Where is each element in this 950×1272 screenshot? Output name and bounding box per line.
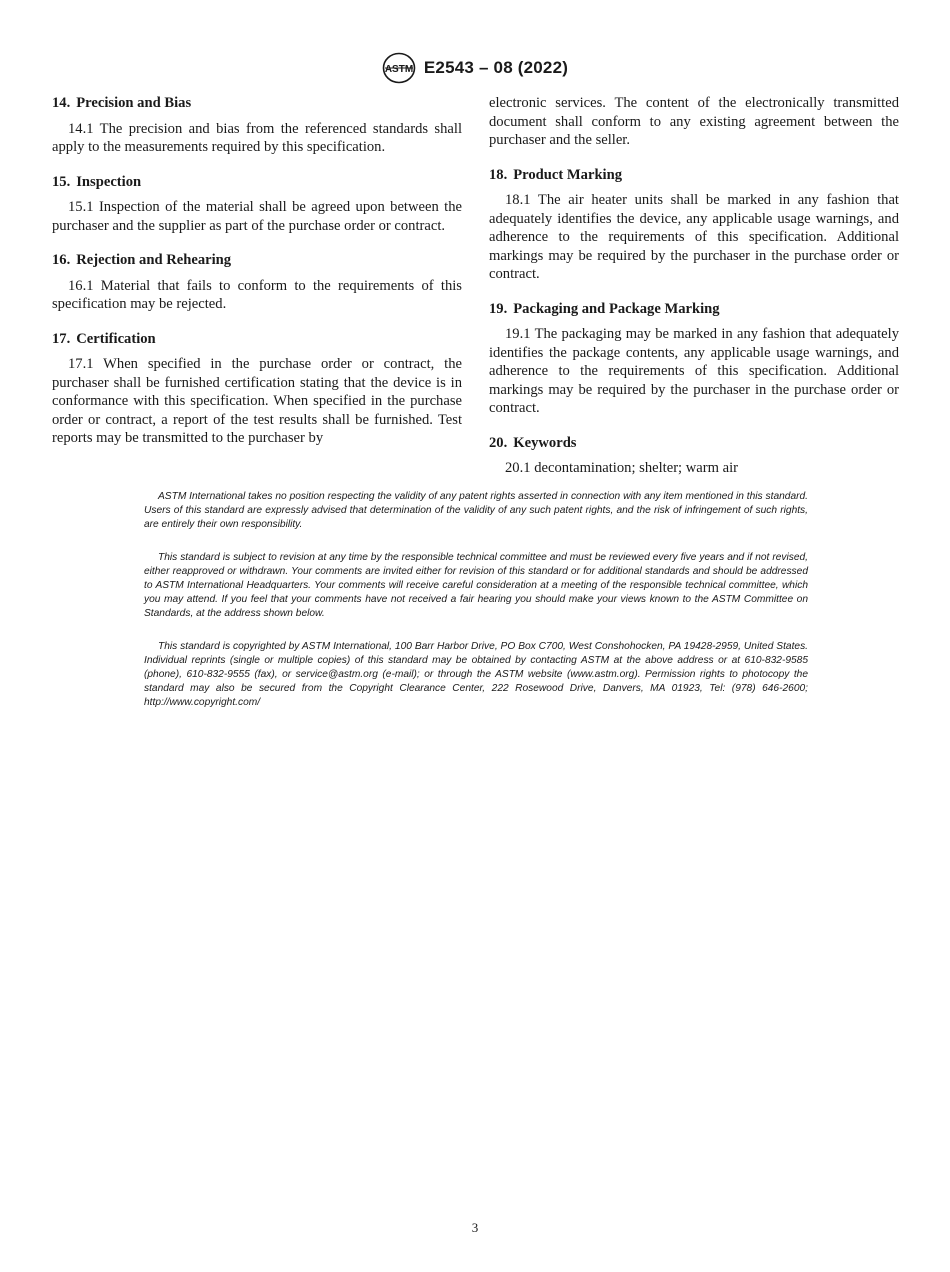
section-paragraph-14-1: 14.1 The precision and bias from the referenced standards shall apply to the measurements required by this specification. <box>52 120 462 155</box>
section-heading-17: 17. Certification <box>52 330 156 347</box>
section-paragraph-19-1: 19.1 The packaging may be marked in any fashion that adequately identifies the package contents, any applicable usage warnings, and adherence to the requirements of this specification. Additional markings may be required by the purchaser in the purchase order or contract. <box>489 326 899 416</box>
section-paragraph-16-1: 16.1 Material that fails to conform to the requirements of this specification may be rejected. <box>52 277 462 312</box>
section-heading-18: 18. Product Marking <box>489 166 623 183</box>
section-heading-14: 14. Precision and Bias <box>52 95 192 111</box>
section-paragraph-15-1: 15.1 Inspection of the material shall be agreed upon between the purchaser and the supplier as part of the purchase order or contract. <box>52 199 462 234</box>
page-header <box>0 52 950 84</box>
standard-designation: E2543 – 08 (2022) <box>423 58 569 77</box>
right-column <box>489 94 899 494</box>
section-heading-20: 20. Keywords <box>489 434 577 451</box>
section-heading-16: 16. Rejection and Rehearing <box>52 252 232 268</box>
section-paragraph-20-1: 20.1 decontamination; shelter; warm air <box>505 460 739 476</box>
copyright-notice: This standard is copyrighted by ASTM International, 100 Barr Harbor Drive, PO Box C700, West Conshohocken, PA 19428-2959, United States. Individual reprints (single or multiple copies) of this standard may be obtained by contacting ASTM at the above address or at 610-832-9585 (phone), 610-832-9555 (fax), or service@astm.org (e-mail); or through the ASTM website (www.astm.org). Permission rights to photocopy the standard may also be secured from the Copyright Clearance Center, 222 Rosewood Drive, Danvers, MA 01923, Tel: (978) 646-2600; http://www.copyright.com/ <box>144 641 808 708</box>
left-column <box>52 94 462 464</box>
astm-logo-icon <box>382 52 416 84</box>
section-heading-19: 19. Packaging and Package Marking <box>489 300 720 317</box>
legal-notices <box>144 490 808 729</box>
patent-notice: ASTM International takes no position respecting the validity of any patent rights asserted in connection with any item mentioned in this standard. Users of this standard are expressly advised that determination of the validity of any such patent rights, and the risk of infringement of such rights, are entirely their own responsibility. <box>144 491 808 530</box>
continued-paragraph-17-1: electronic services. The content of the electronically transmitted document shall conform to any existing agreement between the purchaser and the seller. <box>489 95 899 148</box>
section-heading-15: 15. Inspection <box>52 173 142 190</box>
page-number: 3 <box>471 1220 479 1235</box>
section-paragraph-17-1: 17.1 When specified in the purchase order or contract, the purchaser shall be furnished certification stating that the device is in conformance with this specification. When specified in the purchase order or contract, a report of the test results shall be furnished. Test reports may be transmitted to the purchaser by <box>52 356 462 446</box>
section-paragraph-18-1: 18.1 The air heater units shall be marked in any fashion that adequately identifies the device, any applicable usage warnings, and adherence to the requirements of this specification. Additional markings may be required by the purchaser in the purchase order or contract. <box>489 192 899 282</box>
svg-text:ASTM: ASTM <box>384 64 414 75</box>
revision-notice: This standard is subject to revision at any time by the responsible technical committee and must be reviewed every five years and if not revised, either reapproved or withdrawn. Your comments are invited either for revision of this standard or for additional standards and should be addressed to ASTM International Headquarters. Your comments will receive careful consideration at a meeting of the responsible technical committee, which you may attend. If you feel that your comments have not received a fair hearing you should make your views known to the ASTM Committee on Standards, at the address shown below. <box>144 552 808 619</box>
